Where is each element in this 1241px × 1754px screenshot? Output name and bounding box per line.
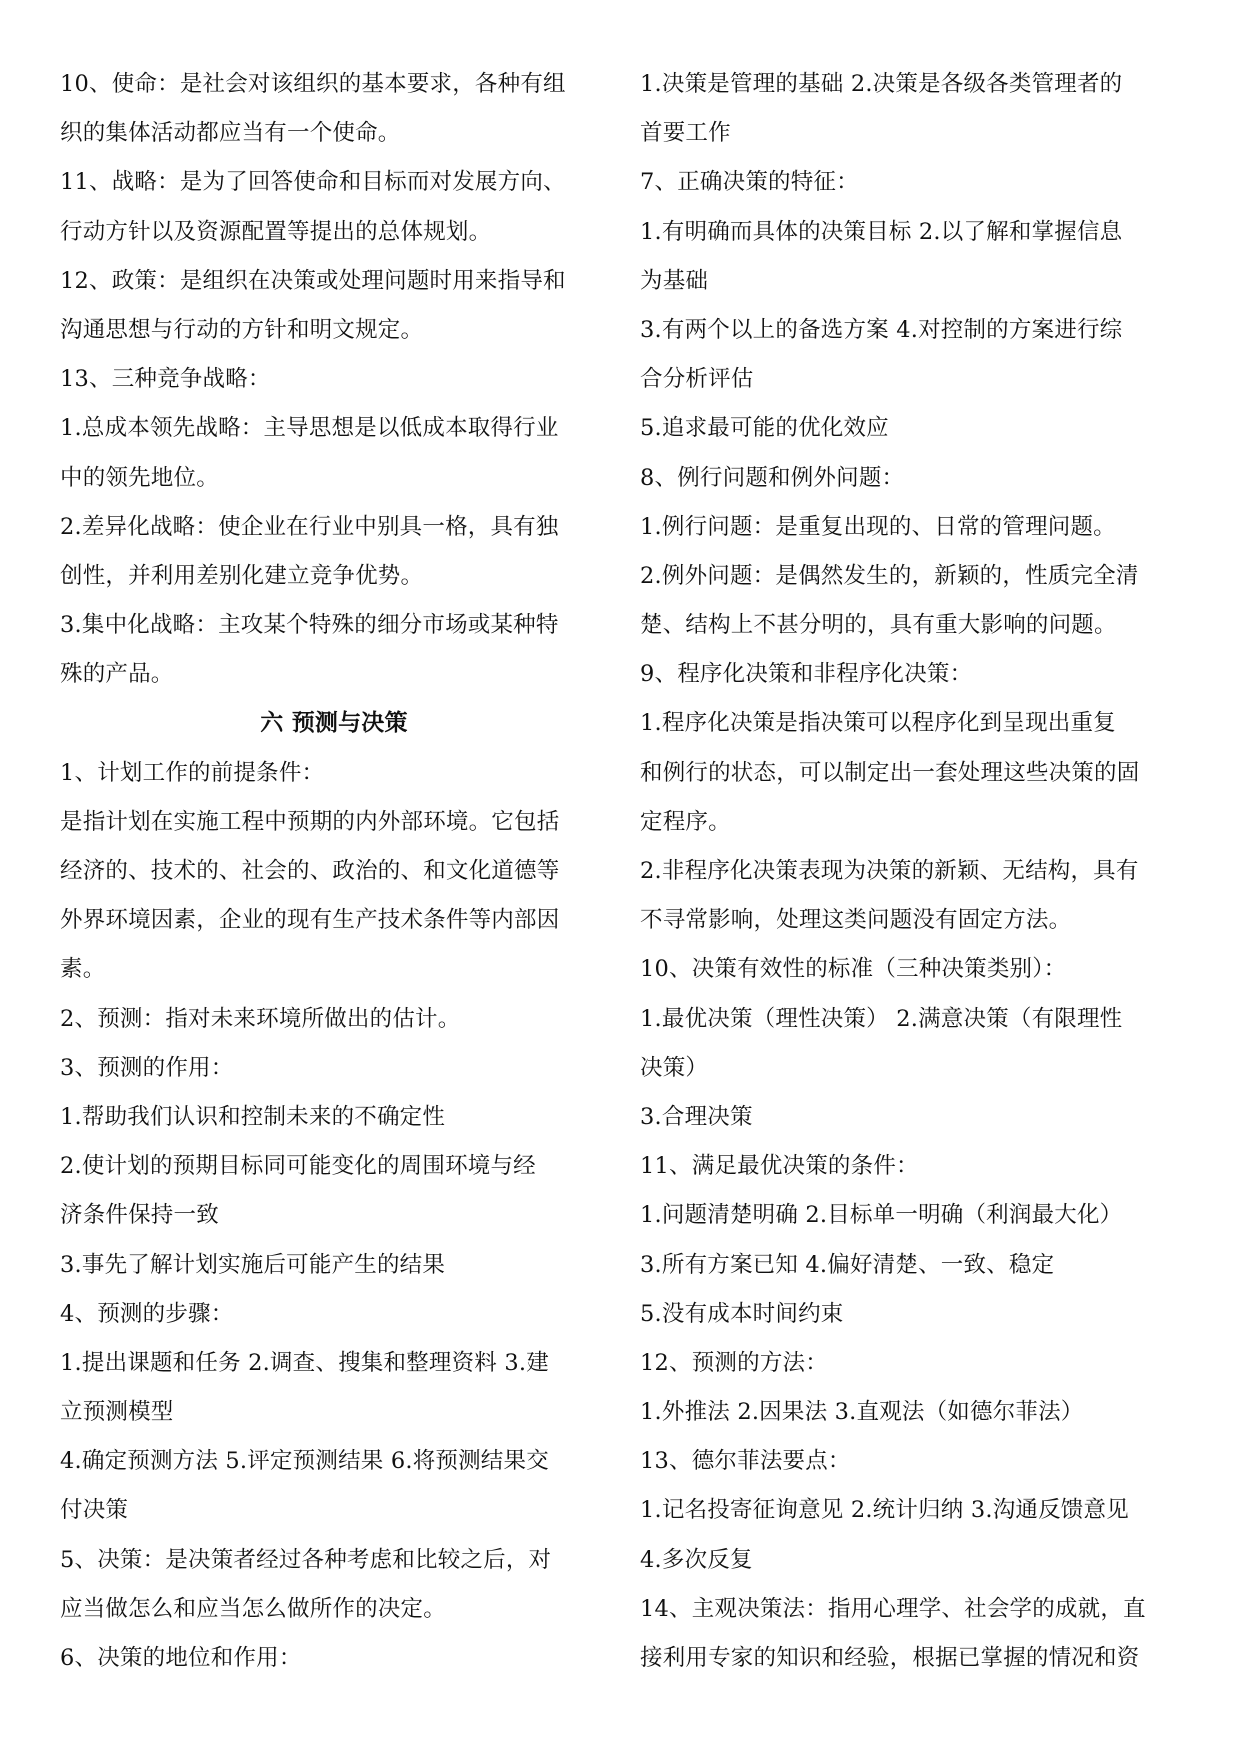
- text-line: 应当做怎么和应当怎么做所作的决定。: [60, 1595, 446, 1622]
- text-line: 1、计划工作的前提条件：: [60, 759, 325, 786]
- text-line: 3.有两个以上的备选方案 4.对控制的方案进行综: [640, 316, 1123, 343]
- right-column: [640, 64, 1188, 1687]
- text-line: 素。: [60, 956, 106, 983]
- text-line: 1.问题清楚明确 2.目标单一明确（利润最大化）: [640, 1202, 1123, 1229]
- text-line: 1.提出课题和任务 2.调查、搜集和整理资料 3.建: [60, 1349, 549, 1376]
- text-line: 7、正确决策的特征：: [640, 169, 859, 196]
- text-line: 合分析评估: [640, 366, 754, 393]
- text-line: 付决策: [60, 1497, 129, 1524]
- left-column: [60, 64, 608, 1687]
- text-line: 4.确定预测方法 5.评定预测结果 6.将预测结果交: [60, 1448, 549, 1475]
- text-line: 行动方针以及资源配置等提出的总体规划。: [60, 218, 492, 245]
- text-line: 决策）: [640, 1054, 709, 1081]
- text-line: 是指计划在实施工程中预期的内外部环境。它包括: [60, 808, 560, 835]
- text-line: 不寻常影响，处理这类问题没有固定方法。: [640, 907, 1072, 934]
- text-line: 楚、结构上不甚分明的，具有重大影响的问题。: [640, 612, 1117, 639]
- text-line: 3.集中化战略：主攻某个特殊的细分市场或某种特: [60, 612, 559, 639]
- text-line: 2、预测：指对未来环境所做出的估计。: [60, 1005, 461, 1032]
- text-line: 织的集体活动都应当有一个使命。: [60, 120, 401, 147]
- text-line: 8、例行问题和例外问题：: [640, 464, 905, 491]
- text-line: 10、决策有效性的标准（三种决策类别）：: [640, 956, 1067, 983]
- text-line: 2.使计划的预期目标同可能变化的周围环境与经: [60, 1153, 536, 1180]
- text-line: 1.程序化决策是指决策可以程序化到呈现出重复: [640, 710, 1116, 737]
- text-line: 3.事先了解计划实施后可能产生的结果: [60, 1251, 446, 1278]
- text-line: 1.记名投寄征询意见 2.统计归纳 3.沟通反馈意见: [640, 1497, 1129, 1524]
- text-line: 4、预测的步骤：: [60, 1300, 234, 1327]
- text-line: 外界环境因素，企业的现有生产技术条件等内部因: [60, 907, 560, 934]
- text-line: 3、预测的作用：: [60, 1054, 234, 1081]
- text-line: 和例行的状态，可以制定出一套处理这些决策的固: [640, 759, 1140, 786]
- text-line: 13、德尔菲法要点：: [640, 1448, 851, 1475]
- text-line: 5、决策：是决策者经过各种考虑和比较之后，对: [60, 1546, 552, 1573]
- text-line: 2.非程序化决策表现为决策的新颖、无结构，具有: [640, 858, 1139, 884]
- text-line: 创性，并利用差别化建立竞争优势。: [60, 562, 424, 589]
- text-line: 13、三种竞争战略：: [60, 366, 271, 393]
- text-line: 11、战略：是为了回答使命和目标而对发展方向、: [60, 169, 566, 196]
- text-line: 经济的、技术的、社会的、政治的、和文化道德等: [60, 858, 560, 884]
- text-line: 3.所有方案已知 4.偏好清楚、一致、稳定: [640, 1251, 1055, 1278]
- text-line: 沟通思想与行动的方针和明文规定。: [60, 316, 424, 343]
- text-line: 9、程序化决策和非程序化决策：: [640, 661, 973, 688]
- section-heading: 六 预测与决策: [260, 710, 408, 737]
- text-line: 立预测模型: [60, 1399, 174, 1426]
- text-line: 济条件保持一致: [60, 1202, 219, 1229]
- text-line: 1.最优决策（理性决策） 2.满意决策（有限理性: [640, 1005, 1123, 1032]
- text-line: 1.例行问题：是重复出现的、日常的管理问题。: [640, 513, 1116, 540]
- text-line: 中的领先地位。: [60, 464, 219, 491]
- text-line: 定程序。: [640, 808, 731, 835]
- text-line: 14、主观决策法：指用心理学、社会学的成就，直: [640, 1595, 1146, 1622]
- text-line: 2.例外问题：是偶然发生的，新颖的，性质完全清: [640, 562, 1139, 589]
- text-line: 1.总成本领先战略：主导思想是以低成本取得行业: [60, 415, 559, 442]
- text-line: 3.合理决策: [640, 1103, 753, 1130]
- text-line: 10、使命：是社会对该组织的基本要求，各种有组: [60, 71, 566, 97]
- text-line: 6、决策的地位和作用：: [60, 1645, 302, 1671]
- text-line: 5.没有成本时间约束: [640, 1300, 844, 1327]
- text-line: 1.决策是管理的基础 2.决策是各级各类管理者的: [640, 71, 1123, 97]
- text-line: 2.差异化战略：使企业在行业中别具一格，具有独: [60, 513, 559, 540]
- text-line: 接利用专家的知识和经验，根据已掌握的情况和资: [640, 1645, 1140, 1671]
- text-line: 12、政策：是组织在决策或处理问题时用来指导和: [60, 267, 566, 294]
- text-line: 为基础: [640, 267, 709, 294]
- text-line: 5.追求最可能的优化效应: [640, 415, 889, 442]
- text-line: 4.多次反复: [640, 1546, 753, 1573]
- text-line: 11、满足最优决策的条件：: [640, 1153, 919, 1180]
- text-line: 1.外推法 2.因果法 3.直观法（如德尔菲法）: [640, 1399, 1084, 1426]
- text-line: 1.有明确而具体的决策目标 2.以了解和掌握信息: [640, 218, 1123, 245]
- text-line: 殊的产品。: [60, 661, 174, 688]
- text-line: 首要工作: [640, 120, 731, 147]
- text-line: 1.帮助我们认识和控制未来的不确定性: [60, 1103, 446, 1130]
- text-line: 12、预测的方法：: [640, 1349, 828, 1376]
